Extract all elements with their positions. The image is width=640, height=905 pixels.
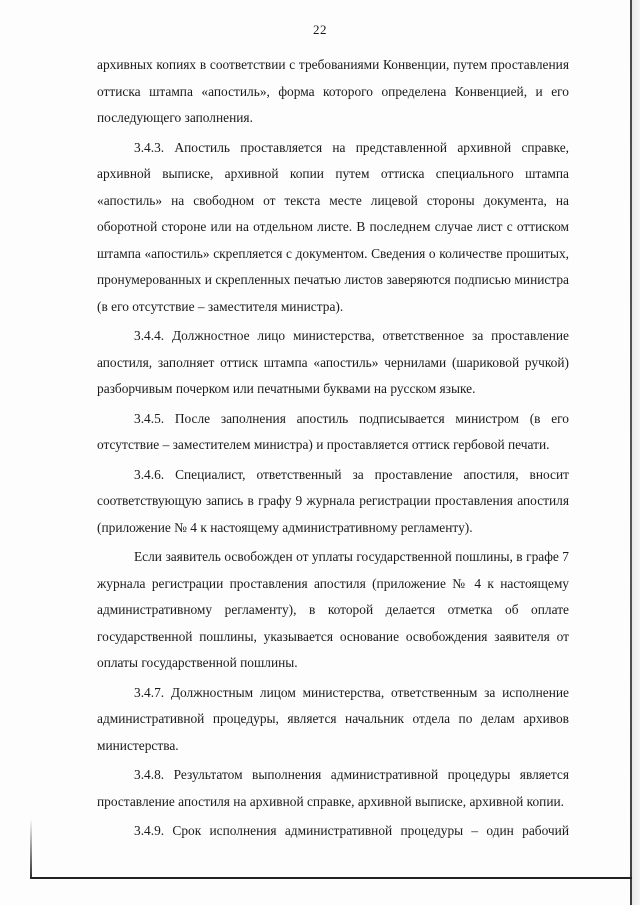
paragraph-3-4-7: 3.4.7. Должностным лицом министерства, ответственным за исполнение административной процедуры, является начальник отдела по делам архивов министерства. [97, 684, 569, 753]
scan-edge-right [630, 0, 632, 905]
scan-edge-bottom [30, 877, 632, 879]
page-number: 22 [313, 22, 327, 37]
paragraph-3-4-8: 3.4.8. Результатом выполнения административной процедуры является проставление апостиля на архивной справке, архивной выписке, архивной копии. [97, 767, 569, 809]
paragraph-fee-exemption: Если заявитель освобожден от уплаты государственной пошлины, в графе 7 журнала регистрации проставления апостиля (приложение № 4 к настоящему административному регламенту), в которой делается отметка об оплате государственной пошлины, указывается основание освобождения заявителя от оплаты государственной пошлины. [97, 549, 569, 670]
paragraph-continuation: архивных копиях в соответствии с требованиями Конвенции, путем проставления оттиска штампа «апостиль», форма которого определена Конвенцией, и его последующего заполнения. [97, 57, 569, 125]
document-body [97, 52, 569, 848]
scan-edge-shadow [632, 0, 640, 905]
paragraph-3-4-3: 3.4.3. Апостиль проставляется на представленной архивной справке, архивной выписке, архивной копии путем оттиска специального штампа «апостиль» на свободном от текста месте лицевой стороны документа, на оборотной стороне или на отдельном листе. В последнем случае лист с оттиском штампа «апостиль» скрепляется с документом. Сведения о количестве прошитых, пронумерованных и скрепленных печатью листов заверяются подписью министра (в его отсутствие – заместителя министра). [97, 139, 569, 314]
paragraph-3-4-5: 3.4.5. После заполнения апостиль подписывается министром (в его отсутствие – заместителем министра) и проставляется оттиск гербовой печати. [97, 410, 569, 452]
paragraph-3-4-6: 3.4.6. Специалист, ответственный за проставление апостиля, вносит соответствующую запись в графу 9 журнала регистрации проставления апостиля (приложение № 4 к настоящему административному регламенту). [97, 466, 569, 535]
paragraph-3-4-9: 3.4.9. Срок исполнения административной процедуры – один рабочий [134, 823, 569, 838]
scan-edge-left [30, 819, 32, 879]
paragraph-3-4-4: 3.4.4. Должностное лицо министерства, ответственное за проставление апостиля, заполняет оттиск штампа «апостиль» чернилами (шариковой ручкой) разборчивым почерком или печатными буквами на русском языке. [97, 328, 569, 396]
